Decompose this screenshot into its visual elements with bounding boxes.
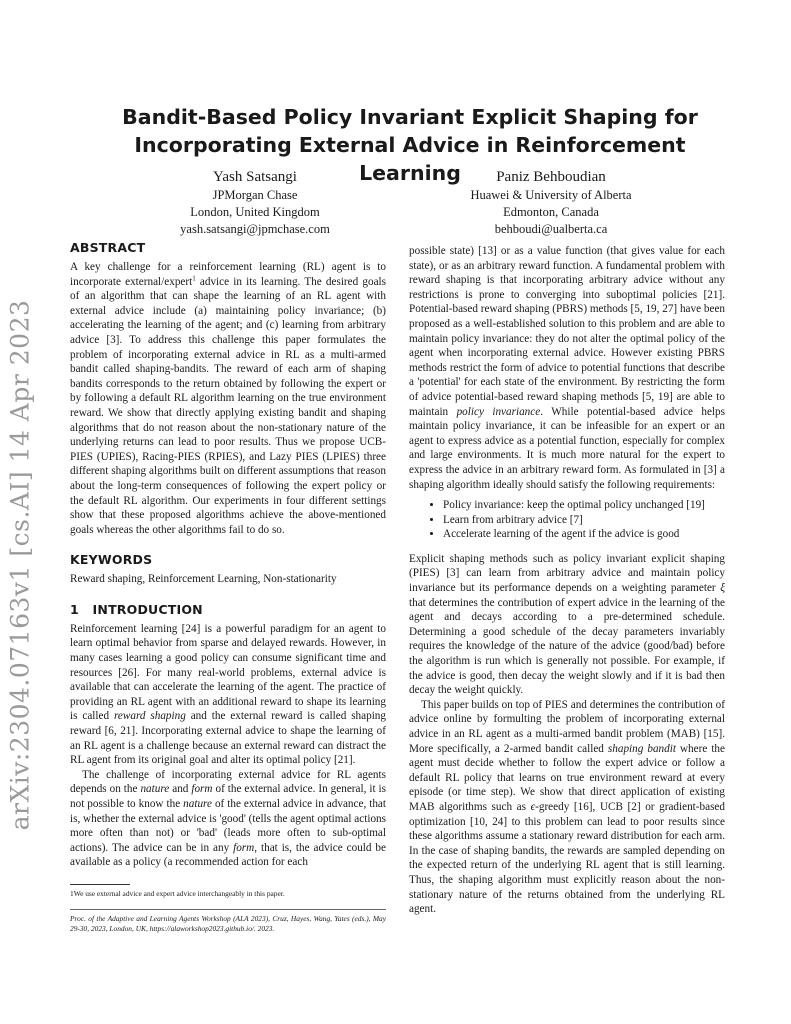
list-item: • Learn from arbitrary advice [7] (443, 513, 725, 528)
abstract-text: A key challenge for a reinforcement learning (RL) agent is to incorporate external/expert$^1$ advice in its learning. The desired goals of an algorithm that can shape the learning of an RL agent with external advice include (a) maintaining policy invariance; (b) accelerating the learning of the agent; and (c) learning from arbitrary advice [3]. To address this challenge this paper formulates the problem of incorporating external advice in RL as a multi-armed bandit called shaping-bandits. The reward of each arm of shaping bandits corresponds to the return obtained by following the expert or by following a default RL algorithm learning on the true environment reward. We show that directly applying existing bandit and shaping algorithms that do not reason about the non-stationary nature of the underlying returns can lead to poor results. Thus we propose UCB-PIES (UPIES), Racing-PIES (RPIES), and Lazy PIES (LPIES) three different shaping algorithms built on different assumptions that reason about the long-term consequences of following the expert policy or the default RL algorithm. Our experiments in four different settings show that these proposed algorithms achieve the above-mentioned goals whereas the other algorithms fail to do so. (70, 261, 387, 536)
list-item: • Accelerate learning of the agent if the advice is good (443, 527, 725, 542)
list-item: • Policy invariance: keep the optimal policy unchanged [19] (443, 498, 725, 513)
proceedings-note: Proc. of the Adaptive and Learning Agents Workshop (ALA 2023), Cruz, Hayes, Wang, Yates (eds.), May 29-30, 2023, London, UK, https://alaworkshop2023.github.io/. 2023. (70, 913, 386, 934)
abstract-heading: ABSTRACT (70, 240, 146, 255)
intro-paragraph-1: Reinforcement learning [24] is a powerful paradigm for an agent to learn optimal behavior from sparse and delayed rewards. However, in many cases learning a good policy can consume significant time and resources [26]. For many real-world problems, external advice is available that can accelerate the learning of the agent. The practice of providing an RL agent with an additional reward to shape its learning is called reward shaping and the external reward is called shaping reward [6, 21]. Incorporating external advice to shape the learning of an RL agent is a challenge because an external reward can distract the RL agent from its original goal and alter its optimal policy [21]. (70, 622, 386, 767)
right-column (409, 244, 725, 917)
left-column (70, 240, 386, 935)
requirements-list (409, 498, 725, 542)
keywords-heading: KEYWORDS (70, 552, 153, 568)
author-location: London, United Kingdom (190, 205, 320, 219)
right-paragraph-1: possible state) [13] or as a value function (that gives value for each state), or as an arbitrary reward function. A fundamental problem with reward shaping is that incorporating arbitrary advice without any restrictions is prone to converging into suboptimal policies [21]. Potential-based reward shaping (PBRS) methods [5, 19, 27] have been proposed as a well-established solution to this problem and are able to maintain policy invariance: they do not alter the optimal policy of the agent when incorporating external advice. However existing PBRS methods restrict the form of advice to potential functions that describe a 'potential' for each state of the environment. By restricting the form of advice potential-based reward shaping methods [5, 19] are able to maintain policy invariance. While potential-based advice helps maintain policy invariance, it can be infeasible for an expert or an agent to express advice as a potential function, especially for complex and large environments. It is much more natural for the expert to express the advice in an arbitrary reward form. As formulated in [3] a shaping algorithm ideally should satisfy the following requirements: (409, 245, 725, 491)
author-affiliation: JPMorgan Chase (212, 188, 298, 202)
author-email[interactable]: yash.satsangi@jpmchase.com (180, 222, 330, 236)
author-block-2 (436, 167, 666, 238)
author-name: Paniz Behboudian (496, 169, 606, 185)
author-location: Edmonton, Canada (503, 205, 599, 219)
introduction-heading: 1 INTRODUCTION (70, 601, 203, 617)
author-affiliation: Huawei & University of Alberta (470, 188, 632, 202)
author-block-1 (140, 167, 370, 238)
footnote-rule (70, 884, 130, 885)
right-paragraph-3: This paper builds on top of PIES and determines the contribution of advice online by formulting the problem of incorporating external advice in an RL agent as a multi-armed bandit problem (MAB) [15]. More specifically, a 2-armed bandit called shaping bandit where the agent must decide whether to follow the expert advice or follow a default RL policy that learns on true environment reward at every episode (or time step). We show that direct application of existing MAB algorithms such as ϵ-greedy [16], UCB [2] or gradient-based optimization [10, 24] to this problem can lead to poor results since these algorithms assume a stationary reward distribution for each arm. In the case of shaping bandits, the rewards are sampled depending on the expected return of the underlying RL agent that is still learning. Thus, the shaping algorithm must explicitly reason about the non-stationary nature of the returns obtained from the underlying RL agent. (409, 698, 725, 916)
arxiv-id-text: arXiv:2304.07163v1 [cs.AI] 14 Apr 2023 (5, 299, 35, 831)
proceedings-rule (70, 909, 386, 910)
keywords-text: Reward shaping, Reinforcement Learning, Non-stationarity (70, 573, 337, 586)
paper-title: Bandit-Based Policy Invariant Explicit Shaping for Incorporating External Advice in Reinforcement Learning (122, 105, 698, 185)
intro-paragraph-2: The challenge of incorporating external advice for RL agents depends on the nature and form of the external advice. In general, it is not possible to know the nature of the external advice in advance, that is, whether the external advice is 'good' (tells the agent optimal actions more often than not) or 'bad' (leads more often to sub-optimal actions). The advice can be in any form, that is, the advice could be available as a policy (a recommended action for each (70, 768, 387, 869)
footnote: 1We use external advice and expert advice interchangeably in this paper. (70, 888, 285, 898)
author-email[interactable]: behboudi@ualberta.ca (494, 222, 608, 236)
author-name: Yash Satsangi (213, 169, 297, 185)
right-paragraph-2: Explicit shaping methods such as policy invariant explicit shaping (PIES) [3] can learn from arbitrary advice and maintain policy invariance but its performance depends on a weighting parameter ξ that determines the contribution of expert advice in the learning of the agent and decays according to a pre-determined schedule. Determining a good schedule of the decay parameters invariably requires the knowledge of the nature of the advice (good/bad) before the algorithm is run which is generally not possible. For example, if the advice is good, then decay the weight slowly and if it is bad then decay the weight quickly. (409, 552, 725, 697)
